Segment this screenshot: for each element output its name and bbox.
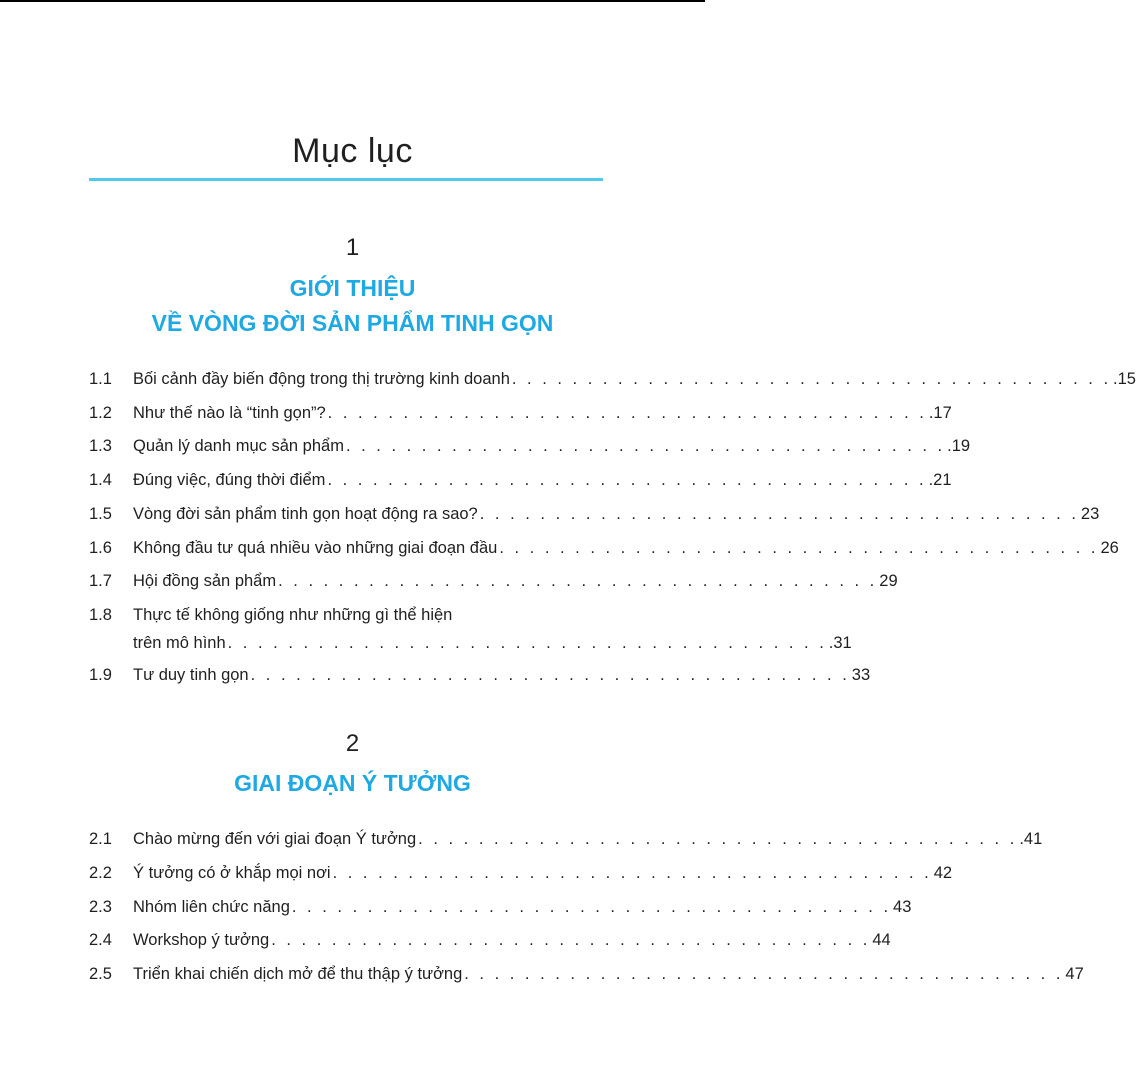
toc-entry-title: Chào mừng đến với giai đoạn Ý tưởng (133, 830, 417, 848)
chapter-1-title-line1: GIỚI THIỆU (289, 275, 416, 301)
toc-entry-number: 1.6 (89, 539, 112, 557)
toc-entry-number: 2.2 (89, 864, 112, 882)
toc-leader-dots: . . . . . . . . . . . . . . . . . . . . . . . . . . . . . . . . . . . . . . . . (327, 471, 927, 489)
toc-entry-page: .41 (1019, 830, 1043, 848)
toc-leader-dots: . . . . . . . . . . . . . . . . . . . . . . . . . . . . . . . . . . . . . . . . (499, 539, 1099, 557)
toc-leader-dots: . . . . . . . . . . . . . . . . . . . . . . . . . . . . . . . . . . . . . . . . (418, 830, 1018, 848)
toc-entry-title: Bối cảnh đầy biến động trong thị trường kinh doanh (133, 370, 510, 388)
toc-entry-title: Quản lý danh mục sản phẩm (133, 437, 344, 455)
chapter-1-number: 1 (345, 234, 360, 261)
toc-entry-number: 1.3 (89, 437, 112, 455)
toc-leader-dots: . . . . . . . . . . . . . . . . . . . . . . . . . . . . . . . . . . . . . . . . (511, 370, 1112, 388)
toc-leader-dots: . . . . . . . . . . . . . . . . . . . . . . . . . . . . . . . . . . . . . . . . (291, 898, 892, 916)
toc-entry-title: Hội đồng sản phẩm (133, 572, 277, 590)
toc-leader-dots: . . . . . . . . . . . . . . . . . . . . . . . . . . . . . . . . . . . . . . . . (332, 864, 932, 882)
toc-entry-title: Không đầu tư quá nhiều vào những giai đoạn đầu (133, 539, 498, 557)
toc-entry-number: 1.9 (89, 666, 112, 684)
toc-entry-page: .31 (828, 634, 852, 652)
toc-leader-dots: . . . . . . . . . . . . . . . . . . . . . . . . . . . . . . . . . . . . . . . . (227, 634, 827, 652)
toc-entry-title-line1: Thực tế không giống như những gì thể hiện (133, 606, 453, 624)
toc-leader-dots: . . . . . . . . . . . . . . . . . . . . . . . . . . . . . . . . . . . . . . . . (327, 404, 927, 422)
toc-entry-number: 1.5 (89, 505, 112, 523)
toc-entry-title: Triển khai chiến dịch mở để thu thập ý tưởng (133, 965, 463, 983)
chapter-2-number: 2 (345, 730, 360, 757)
toc-entry-number: 1.2 (89, 404, 112, 422)
toc-entry-page: .15 (1113, 370, 1136, 388)
toc-entry-page: 33 (851, 666, 871, 684)
toc-entry-title: Workshop ý tưởng (133, 931, 270, 949)
toc-entry-1-8[interactable] (89, 606, 852, 666)
toc-entry-title: Tư duy tinh gọn (133, 666, 249, 684)
toc-entry-page: 23 (1080, 505, 1100, 523)
toc-entry-title: trên mô hình (133, 634, 226, 652)
toc-entry-title: Đúng việc, đúng thời điểm (133, 471, 326, 489)
toc-leader-dots: . . . . . . . . . . . . . . . . . . . . . . . . . . . . . . . . . . . . . . . . (250, 666, 850, 684)
page-title: Mục lục (292, 132, 413, 170)
toc-entry-title: Ý tưởng có ở khắp mọi nơi (133, 864, 331, 882)
toc-entry-number: 2.1 (89, 830, 112, 848)
page-top-border (0, 0, 705, 2)
toc-entry-number: 1.4 (89, 471, 112, 489)
toc-entry-number: 1.8 (89, 606, 112, 624)
toc-leader-dots: . . . . . . . . . . . . . . . . . . . . . . . . . . . . . . . . . . . . . . . . (464, 965, 1064, 983)
toc-leader-dots: . . . . . . . . . . . . . . . . . . . . . . . . . . . . . . . . . . . . . . . . (278, 572, 878, 590)
toc-leader-dots: . . . . . . . . . . . . . . . . . . . . . . . . . . . . . . . . . . . . . . . . (271, 931, 871, 949)
title-underline (89, 178, 603, 181)
chapter-1-title-line2: VỀ VÒNG ĐỜI SẢN PHẨM TINH GỌN (151, 310, 554, 336)
toc-entry-page: .21 (928, 471, 952, 489)
toc-entry-page: .17 (928, 404, 952, 422)
toc-entry-title: Như thế nào là “tinh gọn”? (133, 404, 326, 422)
toc-entry-number: 2.4 (89, 931, 112, 949)
chapter-2-title: GIAI ĐOẠN Ý TƯỞNG (234, 770, 471, 796)
toc-entry-number: 1.1 (89, 370, 112, 388)
toc-leader-dots: . . . . . . . . . . . . . . . . . . . . . . . . . . . . . . . . . . . . . . . . (479, 505, 1079, 523)
toc-entry-number: 1.7 (89, 572, 112, 590)
toc-entry-page: 29 (879, 572, 898, 590)
toc-entry-number: 2.3 (89, 898, 112, 916)
toc-entry-page: 47 (1065, 965, 1084, 983)
toc-entry-title: Nhóm liên chức năng (133, 898, 290, 916)
toc-entry-page: .19 (947, 437, 971, 455)
toc-entry-number: 2.5 (89, 965, 112, 983)
toc-entry-page: 43 (893, 898, 912, 916)
toc-entry-page: 26 (1100, 539, 1119, 557)
toc-entry-page: 44 (872, 931, 891, 949)
toc-leader-dots: . . . . . . . . . . . . . . . . . . . . . . . . . . . . . . . . . . . . . . . . (345, 437, 946, 455)
toc-entry-title: Vòng đời sản phẩm tinh gọn hoạt động ra sao? (133, 505, 478, 523)
toc-entry-page: 42 (933, 864, 953, 882)
